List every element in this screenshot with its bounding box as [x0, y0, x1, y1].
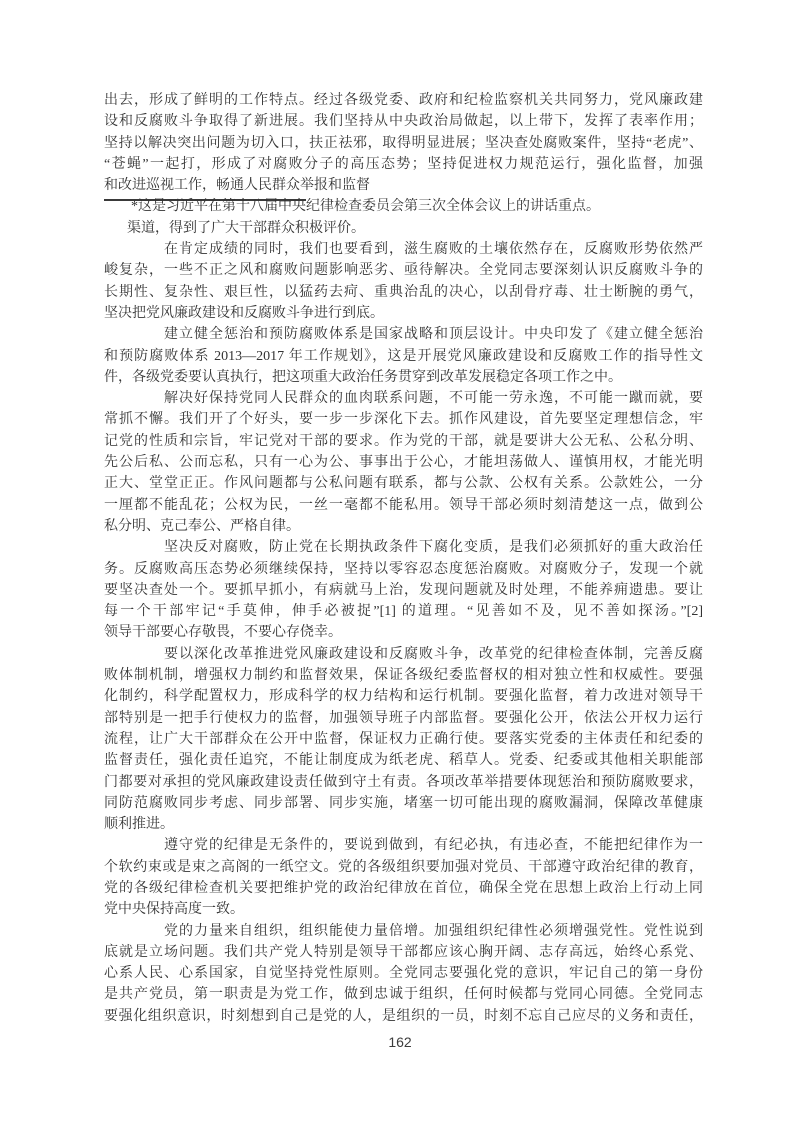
text-line: 和预防腐败体系 2013—2017 年工作规划》，这是开展党风廉政建设和反腐败工作的指导性文 [104, 348, 703, 364]
text-line: 党中央保持高度一致。 [104, 902, 244, 918]
text-line: 同防范腐败同步考虑、同步部署、同步实施，堵塞一切可能出现的腐败漏洞，保障改革健康 [104, 795, 703, 811]
text-line: 私分明、克己奉公、严格自律。 [104, 518, 300, 534]
text-line: 峻复杂，一些不正之风和腐败问题影响恶劣、亟待解决。全党同志要深刻认识反腐败斗争的 [104, 263, 703, 279]
text-line: 坚持以解决突出问题为切入口，扶正祛邪，取得明显进展；坚决查处腐败案件，坚持“老虎”、 [104, 135, 703, 151]
text-line: 顺利推进。 [104, 817, 174, 833]
text-line: “苍蝇”一起打，形成了对腐败分子的高压态势；坚持促进权力规范运行，强化监督，加强 [104, 156, 703, 172]
text-line: 化制约，科学配置权力，形成科学的权力结构和运行机制。要强化监督，着力改进对领导干 [104, 689, 703, 705]
text-line: 流程，让广大干部群众在公开中监督，保证权力正确行使。要落实党委的主体责任和纪委的 [104, 731, 703, 747]
text-line: 败体制机制，增强权力制约和监督效果，保证各级纪委监督权的相对独立性和权威性。要强 [104, 668, 703, 684]
text-line: 要强化组织意识，时刻想到自己是党的人，是组织的一员，时刻不忘自己应尽的义务和责任， [104, 1008, 703, 1024]
text-line: 解决好保持党同人民群众的血肉联系问题，不可能一劳永逸，不可能一蹴而就，要 [164, 391, 703, 407]
text-line: 在肯定成绩的同时，我们也要看到，滋生腐败的土壤依然存在，反腐败形势依然严 [164, 242, 703, 258]
text-line: 党的各级纪律检查机关要把维护党的政治纪律放在首位，确保全党在思想上政治上行动上同 [104, 880, 703, 896]
text-line: 党的力量来自组织，组织能使力量倍增。加强组织纪律性必须增强党性。党性说到 [164, 923, 703, 939]
text-line: 常抓不懈。我们开了个好头，要一步一步深化下去。抓作风建设，首先要坚定理想信念，牢 [104, 412, 703, 428]
text-line: 部特别是一把手行使权力的监督，加强领导班子内部监督。要强化公开，依法公开权力运行 [104, 710, 703, 726]
text-line: 是共产党员，第一职责是为党工作，做到忠诚于组织，任何时候都与党同心同德。全党同志 [104, 987, 703, 1003]
text-line: 底就是立场问题。我们共产党人特别是领导干部都应该心胸开阔、志存高远，始终心系党、 [104, 944, 703, 960]
text-line: 记党的性质和宗旨，牢记党对干部的要求。作为党的干部，就是要讲大公无私、公私分明、 [104, 433, 703, 449]
text-line: 先公后私、公而忘私，只有一心为公、事事出于公心，才能坦荡做人、谨慎用权，才能光明 [104, 455, 703, 471]
text-line: 正大、堂堂正正。作风问题都与公私问题有联系，都与公款、公权有关系。公款姓公，一分 [104, 476, 703, 492]
text-line: 设和反腐败斗争取得了新进展。我们坚持从中央政治局做起，以上带下，发挥了表率作用； [104, 114, 703, 130]
text-line: 心系人民、心系国家，自觉坚持党性原则。全党同志要强化党的意识，牢记自己的第一身份 [104, 966, 703, 982]
text-line: 务。反腐败高压态势必须继续保持，坚持以零容忍态度惩治腐败。对腐败分子，发现一个就 [104, 561, 703, 577]
text-line: 要坚决查处一个。要抓早抓小，有病就马上治，发现问题就及时处理，不能养痈遗患。要让 [104, 582, 703, 598]
text-line: 出去，形成了鲜明的工作特点。经过各级党委、政府和纪检监察机关共同努力，党风廉政建 [104, 93, 703, 108]
text-line: 一厘都不能乱花；公权为民，一丝一毫都不能私用。领导干部必须时刻清楚这一点，做到公 [104, 497, 703, 513]
page-number: 162 [388, 1034, 412, 1050]
text-line: 坚决反对腐败，防止党在长期执政条件下腐化变质，是我们必须抓好的重大政治任 [164, 540, 703, 556]
text-line: 要以深化改革推进党风廉政建设和反腐败斗争，改革党的纪律检查体制，完善反腐 [164, 646, 703, 662]
text-line: 渠道，得到了广大干部群众积极评价。 [127, 220, 365, 236]
text-line: 建立健全惩治和预防腐败体系是国家战略和顶层设计。中央印发了《建立健全惩治 [164, 327, 703, 343]
text-line: 和改进巡视工作，畅通人民群众举报和监督 [104, 178, 370, 194]
text-line: 个软约束或是束之高阁的一纸空文。党的各级组织要加强对党员、干部遵守政治纪律的教育， [104, 859, 703, 875]
text-line: 领导干部要心存敬畏，不要心存侥幸。 [104, 625, 342, 641]
text-block [104, 90, 703, 1027]
footnote-text: *这是习近平在第十八届中央纪律检查委员会第三次全体会议上的讲话重点。 [131, 199, 600, 215]
text-line: 长期性、复杂性、艰巨性，以猛药去疴、重典治乱的决心，以刮骨疗毒、壮士断腕的勇气， [104, 284, 703, 300]
text-line: 件，各级党委要认真执行，把这项重大政治任务贯穿到改革发展稳定各项工作之中。 [104, 369, 622, 385]
text-line: 坚决把党风廉政建设和反腐败斗争进行到底。 [104, 305, 384, 321]
text-line: 门都要对承担的党风廉政建设责任做到守土有责。各项改革举措要体现惩治和预防腐败要求， [104, 774, 703, 790]
text-line: 遵守党的纪律是无条件的，要说到做到，有纪必执，有违必查，不能把纪律作为一 [164, 838, 703, 854]
text-line: 监督责任，强化责任追究，不能让制度成为纸老虎、稻草人。党委、纪委或其他相关职能部 [104, 753, 703, 769]
text-line: 每一个干部牢记“手莫伸，伸手必被捉”[1] 的道理。“见善如不及，见不善如探汤。”[2] [104, 604, 703, 620]
